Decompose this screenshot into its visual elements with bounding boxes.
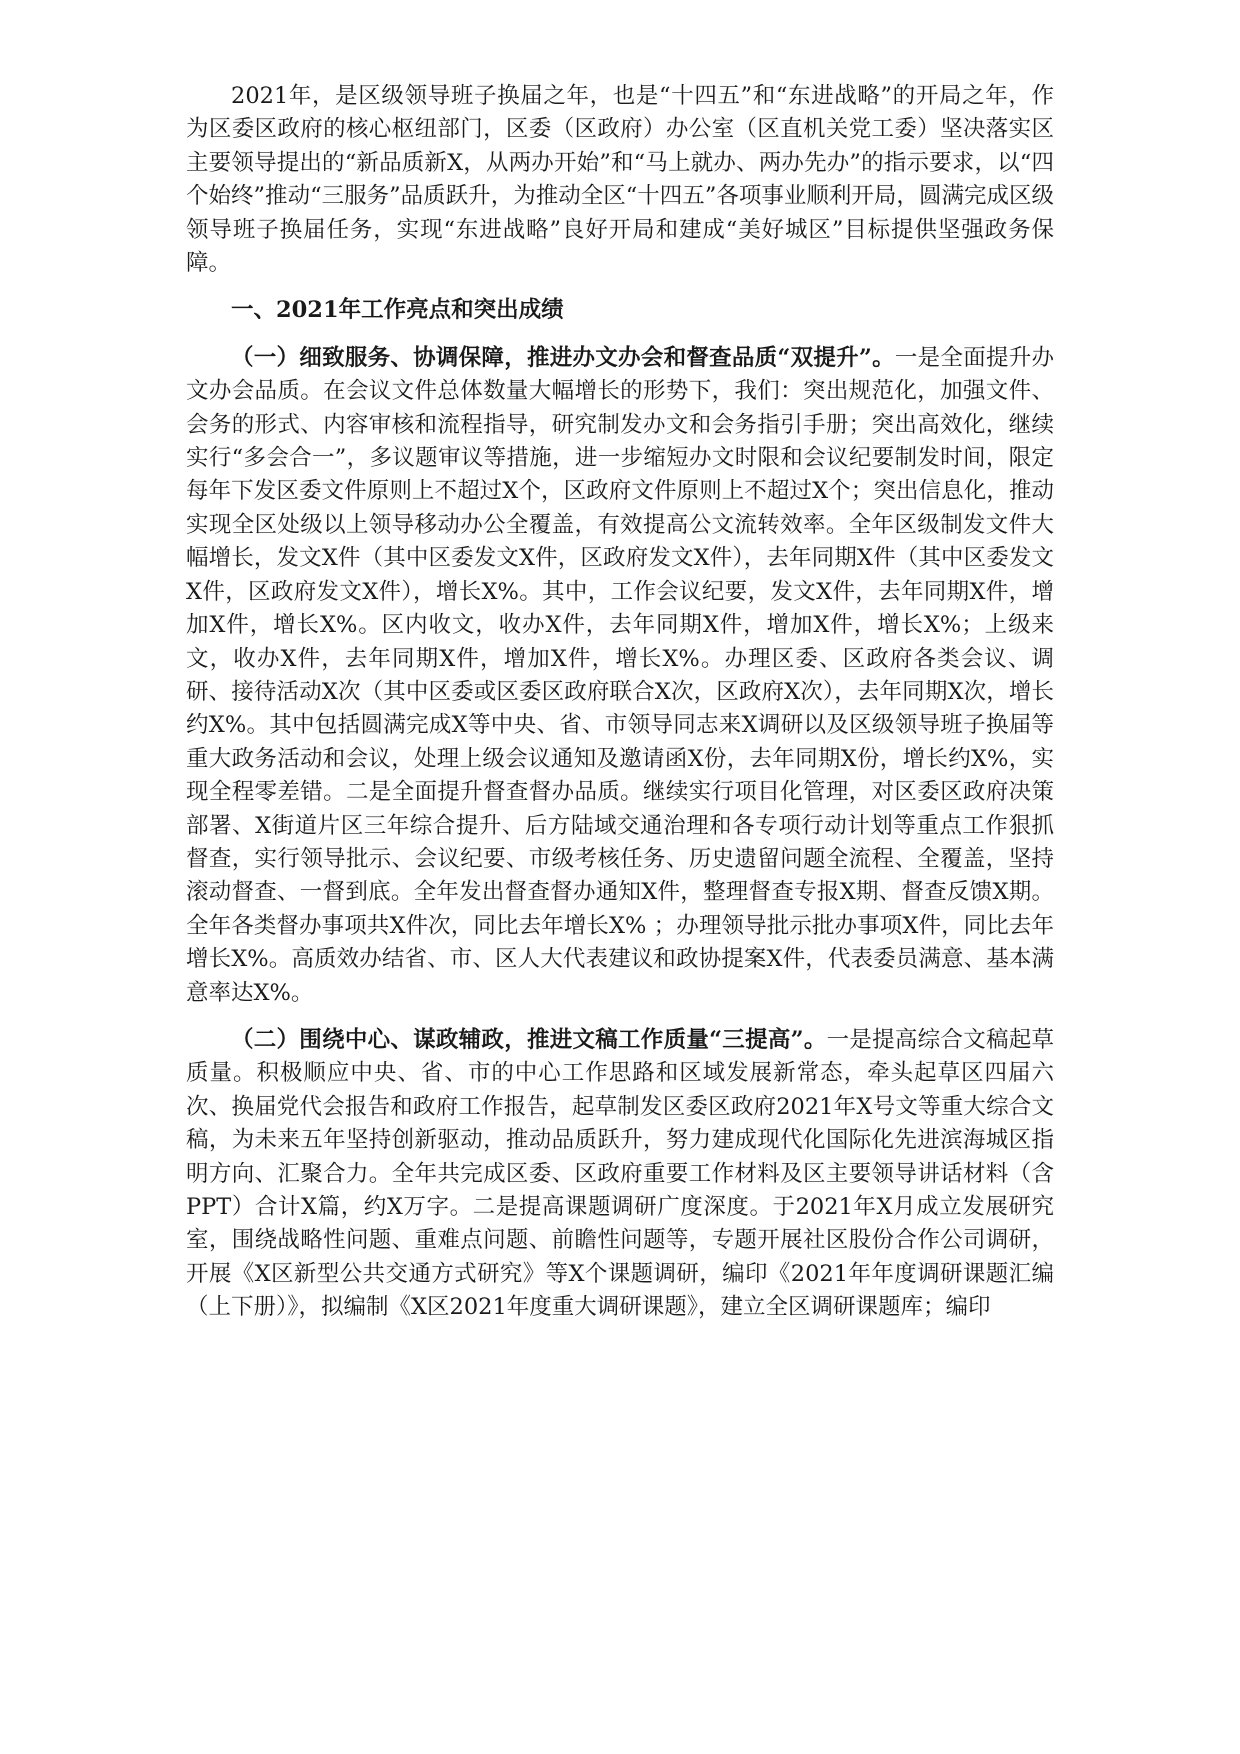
- document-page: [186, 80, 1054, 1339]
- subsection-2-paragraph: [186, 1024, 1054, 1325]
- intro-paragraph: 2021年，是区级领导班子换届之年，也是“十四五”和“东进战略”的开局之年，作为区委区政府的核心枢纽部门，区委（区政府）办公室（区直机关党工委）坚决落实区主要领导提出的“新品质新X，从两办开始”和“马上就办、两办先办”的指示要求，以“四个始终”推动“三服务”品质跃升，为推动全区“十四五”各项事业顺利开局，圆满完成区级领导班子换届任务，实现“东进战略”良好开局和建成“美好城区”目标提供坚强政务保障。: [186, 83, 1054, 277]
- subsection-2-title: （二）围绕中心、谋政辅政，推进文稿工作质量“三提高”。: [231, 1026, 827, 1053]
- section-heading: 一、2021年工作亮点和突出成绩: [231, 297, 564, 324]
- subsection-1-body: 一是全面提升办文办会品质。在会议文件总体数量大幅增长的形势下，我们：突出规范化，加强文件、会务的形式、内容审核和流程指导，研究制发办文和会务指引手册；突出高效化，继续实行“多会合一”，多议题审议等措施，进一步缩短办文时限和会议纪要制发时间，限定每年下发区委文件原则上不超过X个，区政府文件原则上不超过X个；突出信息化，推动实现全区处级以上领导移动办公全覆盖，有效提高公文流转效率。全年区级制发文件大幅增长，发文X件（其中区委发文X件，区政府发文X件），去年同期X件（其中区委发文X件，区政府发文X件），增长X%。其中，工作会议纪要，发文X件，去年同期X件，增加X件，增长X%。区内收文，收办X件，去年同期X件，增加X件，增长X%；上级来文，收办X件，去年同期X件，增加X件，增长X%。办理区委、区政府各类会议、调研、接待活动X次（其中区委或区委区政府联合X次，区政府X次），去年同期X次，增长约X%。其中包括圆满完成X等中央、省、市领导同志来X调研以及区级领导班子换届等重大政务活动和会议，处理上级会议通知及邀请函X份，去年同期X份，增长约X%，实现全程零差错。二是全面提升督查督办品质。继续实行项目化管理，对区委区政府决策部署、X街道片区三年综合提升、后方陆域交通治理和各专项行动计划等重点工作狠抓督查，实行领导批示、会议纪要、市级考核任务、历史遗留问题全流程、全覆盖，坚持滚动督查、一督到底。全年发出督查督办通知X件，整理督查专报X期、督查反馈X期。全年各类督办事项共X件次，同比去年增长X% ；办理领导批示批办事项X件，同比去年增长X%。高质效办结省、市、区人大代表建议和政协提案X件，代表委员满意、基本满意率达X%。: [186, 344, 1055, 1006]
- subsection-2-body: 一是提高综合文稿起草质量。积极顺应中央、省、市的中心工作思路和区域发展新常态，牵头起草区四届六次、换届党代会报告和政府工作报告，起草制发区委区政府2021年X号文等重大综合文稿，为未来五年坚持创新驱动，推动品质跃升，努力建成现代化国际化先进滨海城区指明方向、汇聚合力。全年共完成区委、区政府重要工作材料及区主要领导讲话材料（含PPT）合计X篇，约X万字。二是提高课题调研广度深度。于2021年X月成立发展研究室，围绕战略性问题、重难点问题、前瞻性问题等，专题开展社区股份合作公司调研，开展《X区新型公共交通方式研究》等X个课题调研，编印《2021年年度调研课题汇编（上下册）》，拟编制《X区2021年度重大调研课题》，建立全区调研课题库；编印: [186, 1026, 1054, 1321]
- subsection-1-title: （一）细致服务、协调保障，推进办文办会和督查品质“双提升”。: [231, 344, 895, 371]
- subsection-1-paragraph: [186, 342, 1054, 1010]
